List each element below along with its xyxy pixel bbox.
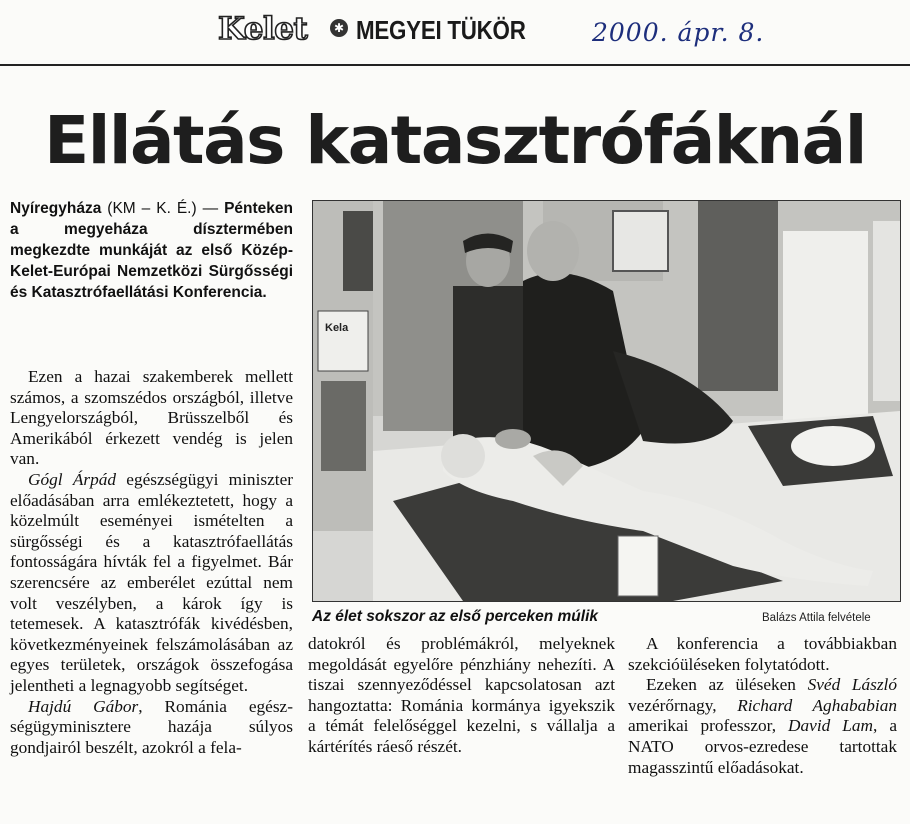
article-photo <box>312 200 901 602</box>
article-headline: Ellátás katasztrófáknál <box>44 102 866 179</box>
photo-illustration <box>313 201 900 601</box>
section-title: MEGYEI TÜKÖR <box>356 15 526 45</box>
person-name: Hajdú Gábor <box>28 696 139 716</box>
person-name: Richard Aghababian <box>737 695 897 715</box>
masthead-divider <box>0 64 910 66</box>
photo-credit: Balázs Attila felvétele <box>762 612 871 624</box>
paragraph-text: egészségügyi miniszter előadásában arra emlékeztetett, hogy a közelmúlt eseményei ismételten a sürgősségi és a katasztrófaellátás fontosságára hívták fel a figyelmet. Bár szerencsére az emberélet ezúttal nem volt veszélyben, a károk így is tetemesek. A katasztrófák kivédésben, következményeinek felszámolásában az egyes területek, országok összefogása jelentheti a legnagyobb segítséget. <box>10 469 293 695</box>
paragraph: Ezen a hazai szakemberek mellett számos, a szomszédos országból, illetve Lengyelországból, Brüsszelből és Amerikából érkezett vendég is jelen van. <box>10 367 293 469</box>
paragraph-text: amerikai professzor, <box>628 716 789 736</box>
person-name: David Lam <box>788 716 874 736</box>
masthead <box>0 0 910 62</box>
lead-place: Nyíregyháza <box>10 200 102 217</box>
paragraph-text: , Románia egészségügyminisztere hazája súlyos gondjairól beszélt, azokról a fela- <box>10 696 293 757</box>
article-column-2 <box>308 634 615 758</box>
article-column-1 <box>10 367 293 758</box>
paragraph <box>628 675 897 778</box>
handwritten-date: 2000. ápr. 8. <box>592 18 765 47</box>
person-name: Svéd László <box>807 675 898 695</box>
paragraph-text: Ezeken az üléseken <box>646 675 808 695</box>
paragraph <box>10 470 293 697</box>
lead-text: Pénteken a megyeháza dísztermében megkezdte munkáját az első Közép-Kelet-Európai Nemzetközi Sürgősségi és Katasztrófaellátási Konferencia. <box>10 200 294 301</box>
emblem-icon: ✱ <box>330 19 348 37</box>
paragraph-text: vezérőrnagy, <box>628 695 738 715</box>
kelet-logo: Kelet <box>218 11 308 47</box>
paragraph: datokról és problémákról, melyeknek megoldását egyelőre pénzhiány nehezíti. A tiszai szennyeződéssel kapcsolatosan azt hangoztatta: Románia kormánya igyekszik a témát felelőséggel kezelni, s vállalja a kártérítés ráeső részét. <box>308 634 615 756</box>
article-column-3 <box>628 634 897 778</box>
sign-text: Kela <box>325 322 349 334</box>
photo-caption: Az élet sokszor az első perceken múlik <box>312 608 599 625</box>
person-name: Gógl Árpád <box>28 469 117 489</box>
paragraph-text: , a NATO orvos-ezredese tartottak magasszintű előadásokat. <box>628 716 897 777</box>
paragraph <box>10 697 293 759</box>
lead-credit: (KM – K. É.) — <box>107 200 219 217</box>
article-lead <box>10 198 293 303</box>
paragraph: A konferencia a továbbiakban szekcióüléseken folytatódott. <box>628 634 897 674</box>
